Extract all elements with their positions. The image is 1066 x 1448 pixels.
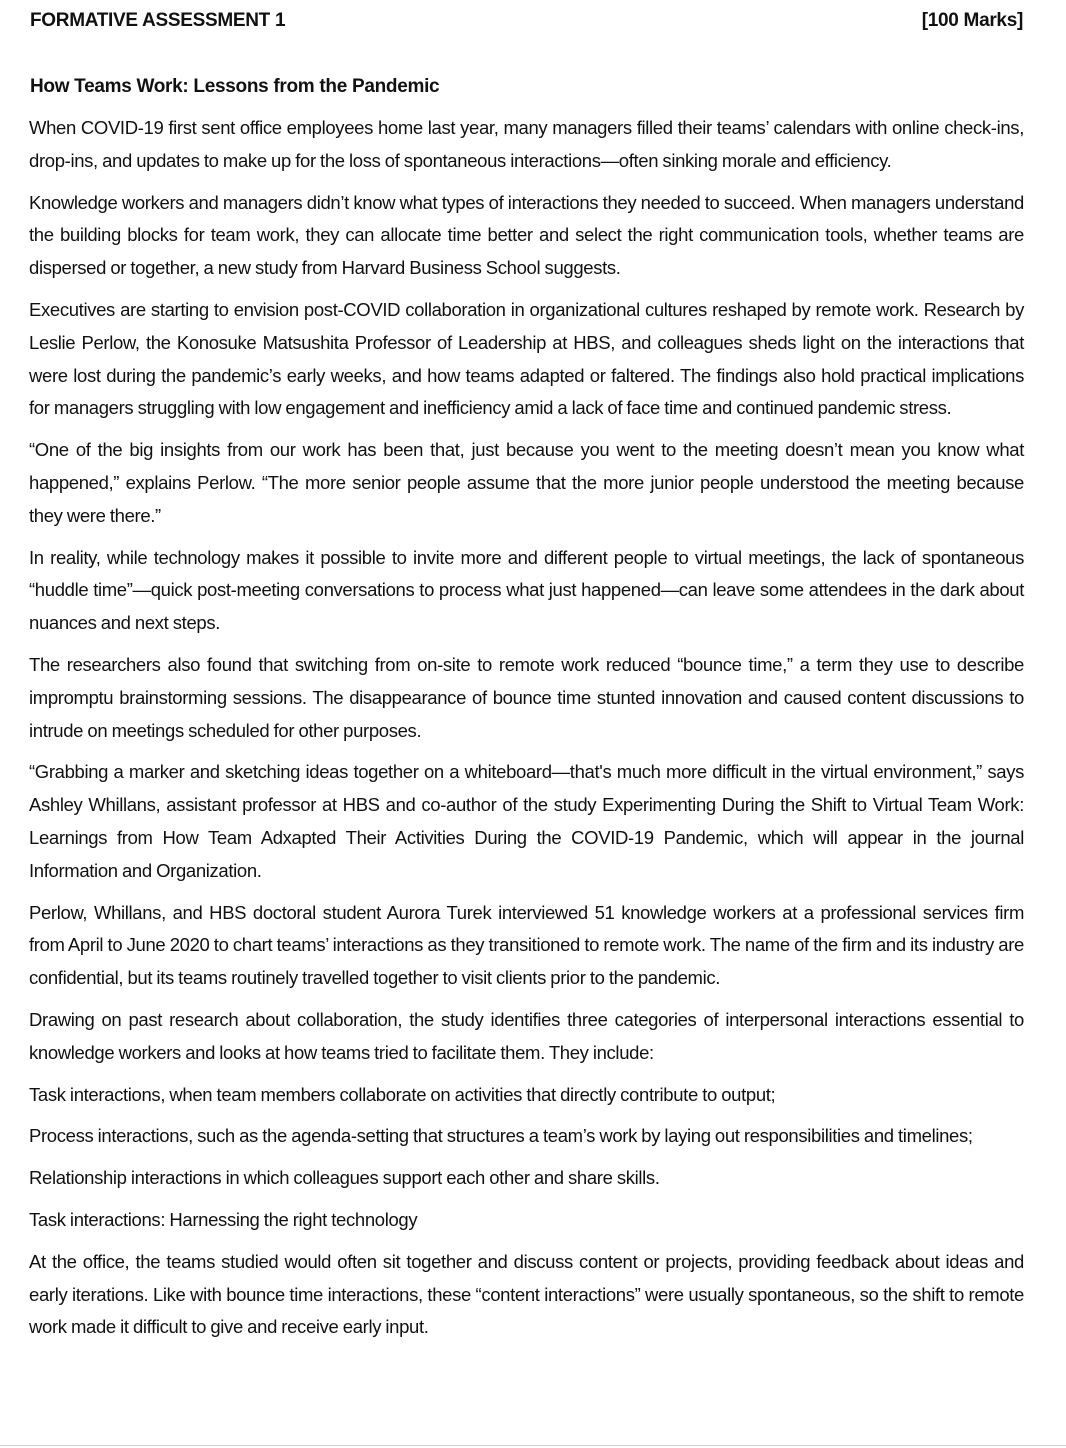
assessment-title: FORMATIVE ASSESSMENT 1 xyxy=(30,10,286,31)
list-item: Relationship interactions in which colleagues support each other and share skills. xyxy=(29,1167,660,1189)
paragraph: “Grabbing a marker and sketching ideas together on a whiteboard—that's much more difficult in the virtual environment,” says Ashley Whillans, assistant professor at HBS and co-author of the study Experimenting During the Shift to Virtual Team Work: Learnings from How Team Adxapted Their Activities During the COVID-19 Pandemic, which will appear in the journal Information and Organization. xyxy=(29,761,1024,881)
paragraph: “One of the big insights from our work has been that, just because you went to the meeting doesn’t mean you know what happened,” explains Perlow. “The more senior people assume that the more junior people understood the meeting because they were there.” xyxy=(29,439,1024,526)
list-item: Process interactions, such as the agenda-setting that structures a team’s work by laying out responsibilities and timelines; xyxy=(29,1125,973,1147)
paragraph: When COVID-19 first sent office employees home last year, many managers filled their teams’ calendars with online check-ins, drop-ins, and updates to make up for the loss of spontaneous interactions—often sinking morale and efficiency. xyxy=(29,117,1024,171)
list-item: Task interactions, when team members collaborate on activities that directly contribute to output; xyxy=(29,1083,776,1105)
paragraph: In reality, while technology makes it possible to invite more and different people to virtual meetings, the lack of spontaneous “huddle time”—quick post-meeting conversations to process what just happened—can leave some attendees in the dark about nuances and next steps. xyxy=(29,546,1024,634)
paragraph: Drawing on past research about collaboration, the study identifies three categories of interpersonal interactions essential to knowledge workers and looks at how teams tried to facilitate them. They include: xyxy=(29,1008,1024,1063)
paragraph: Knowledge workers and managers didn’t know what types of interactions they needed to succeed. When managers understand the building blocks for team work, they can allocate time better and select the right communication tools, whether teams are dispersed or together, a new study from Harvard Business School suggests. xyxy=(29,191,1024,279)
assessment-marks: [100 Marks] xyxy=(921,10,1023,31)
page-bottom-divider xyxy=(0,1445,1066,1446)
paragraph: At the office, the teams studied would often sit together and discuss content or projects, providing feedback about ideas and early iterations. Like with bounce time interactions, these “content interactions” were usually spontaneous, so the shift to remote work made it difficult to give and receive early input. xyxy=(29,1250,1024,1338)
paragraph: Perlow, Whillans, and HBS doctoral student Aurora Turek interviewed 51 knowledge workers at a professional services firm from April to June 2020 to chart teams’ interactions as they transitioned to remote work. The name of the firm and its industry are confidential, but its teams routinely travelled together to visit clients prior to the pandemic. xyxy=(29,901,1024,989)
assessment-header xyxy=(29,10,1024,36)
paragraph: The researchers also found that switching from on-site to remote work reduced “bounce time,” a term they use to describe impromptu brainstorming sessions. The disappearance of bounce time stunted innovation and caused content discussions to intrude on meetings scheduled for other purposes. xyxy=(29,653,1024,741)
section-subheading: Task interactions: Harnessing the right technology xyxy=(29,1208,418,1230)
paragraph: Executives are starting to envision post-COVID collaboration in organizational cultures reshaped by remote work. Research by Leslie Perlow, the Konosuke Matsushita Professor of Leadership at HBS, and colleagues sheds light on the interactions that were lost during the pandemic’s early weeks, and how teams adapted or faltered. The findings also hold practical implications for managers struggling with low engagement and inefficiency amid a lack of face time and continued pandemic stress. xyxy=(29,298,1024,419)
article-body xyxy=(29,112,1024,1353)
article-title: How Teams Work: Lessons from the Pandemic xyxy=(30,76,440,97)
